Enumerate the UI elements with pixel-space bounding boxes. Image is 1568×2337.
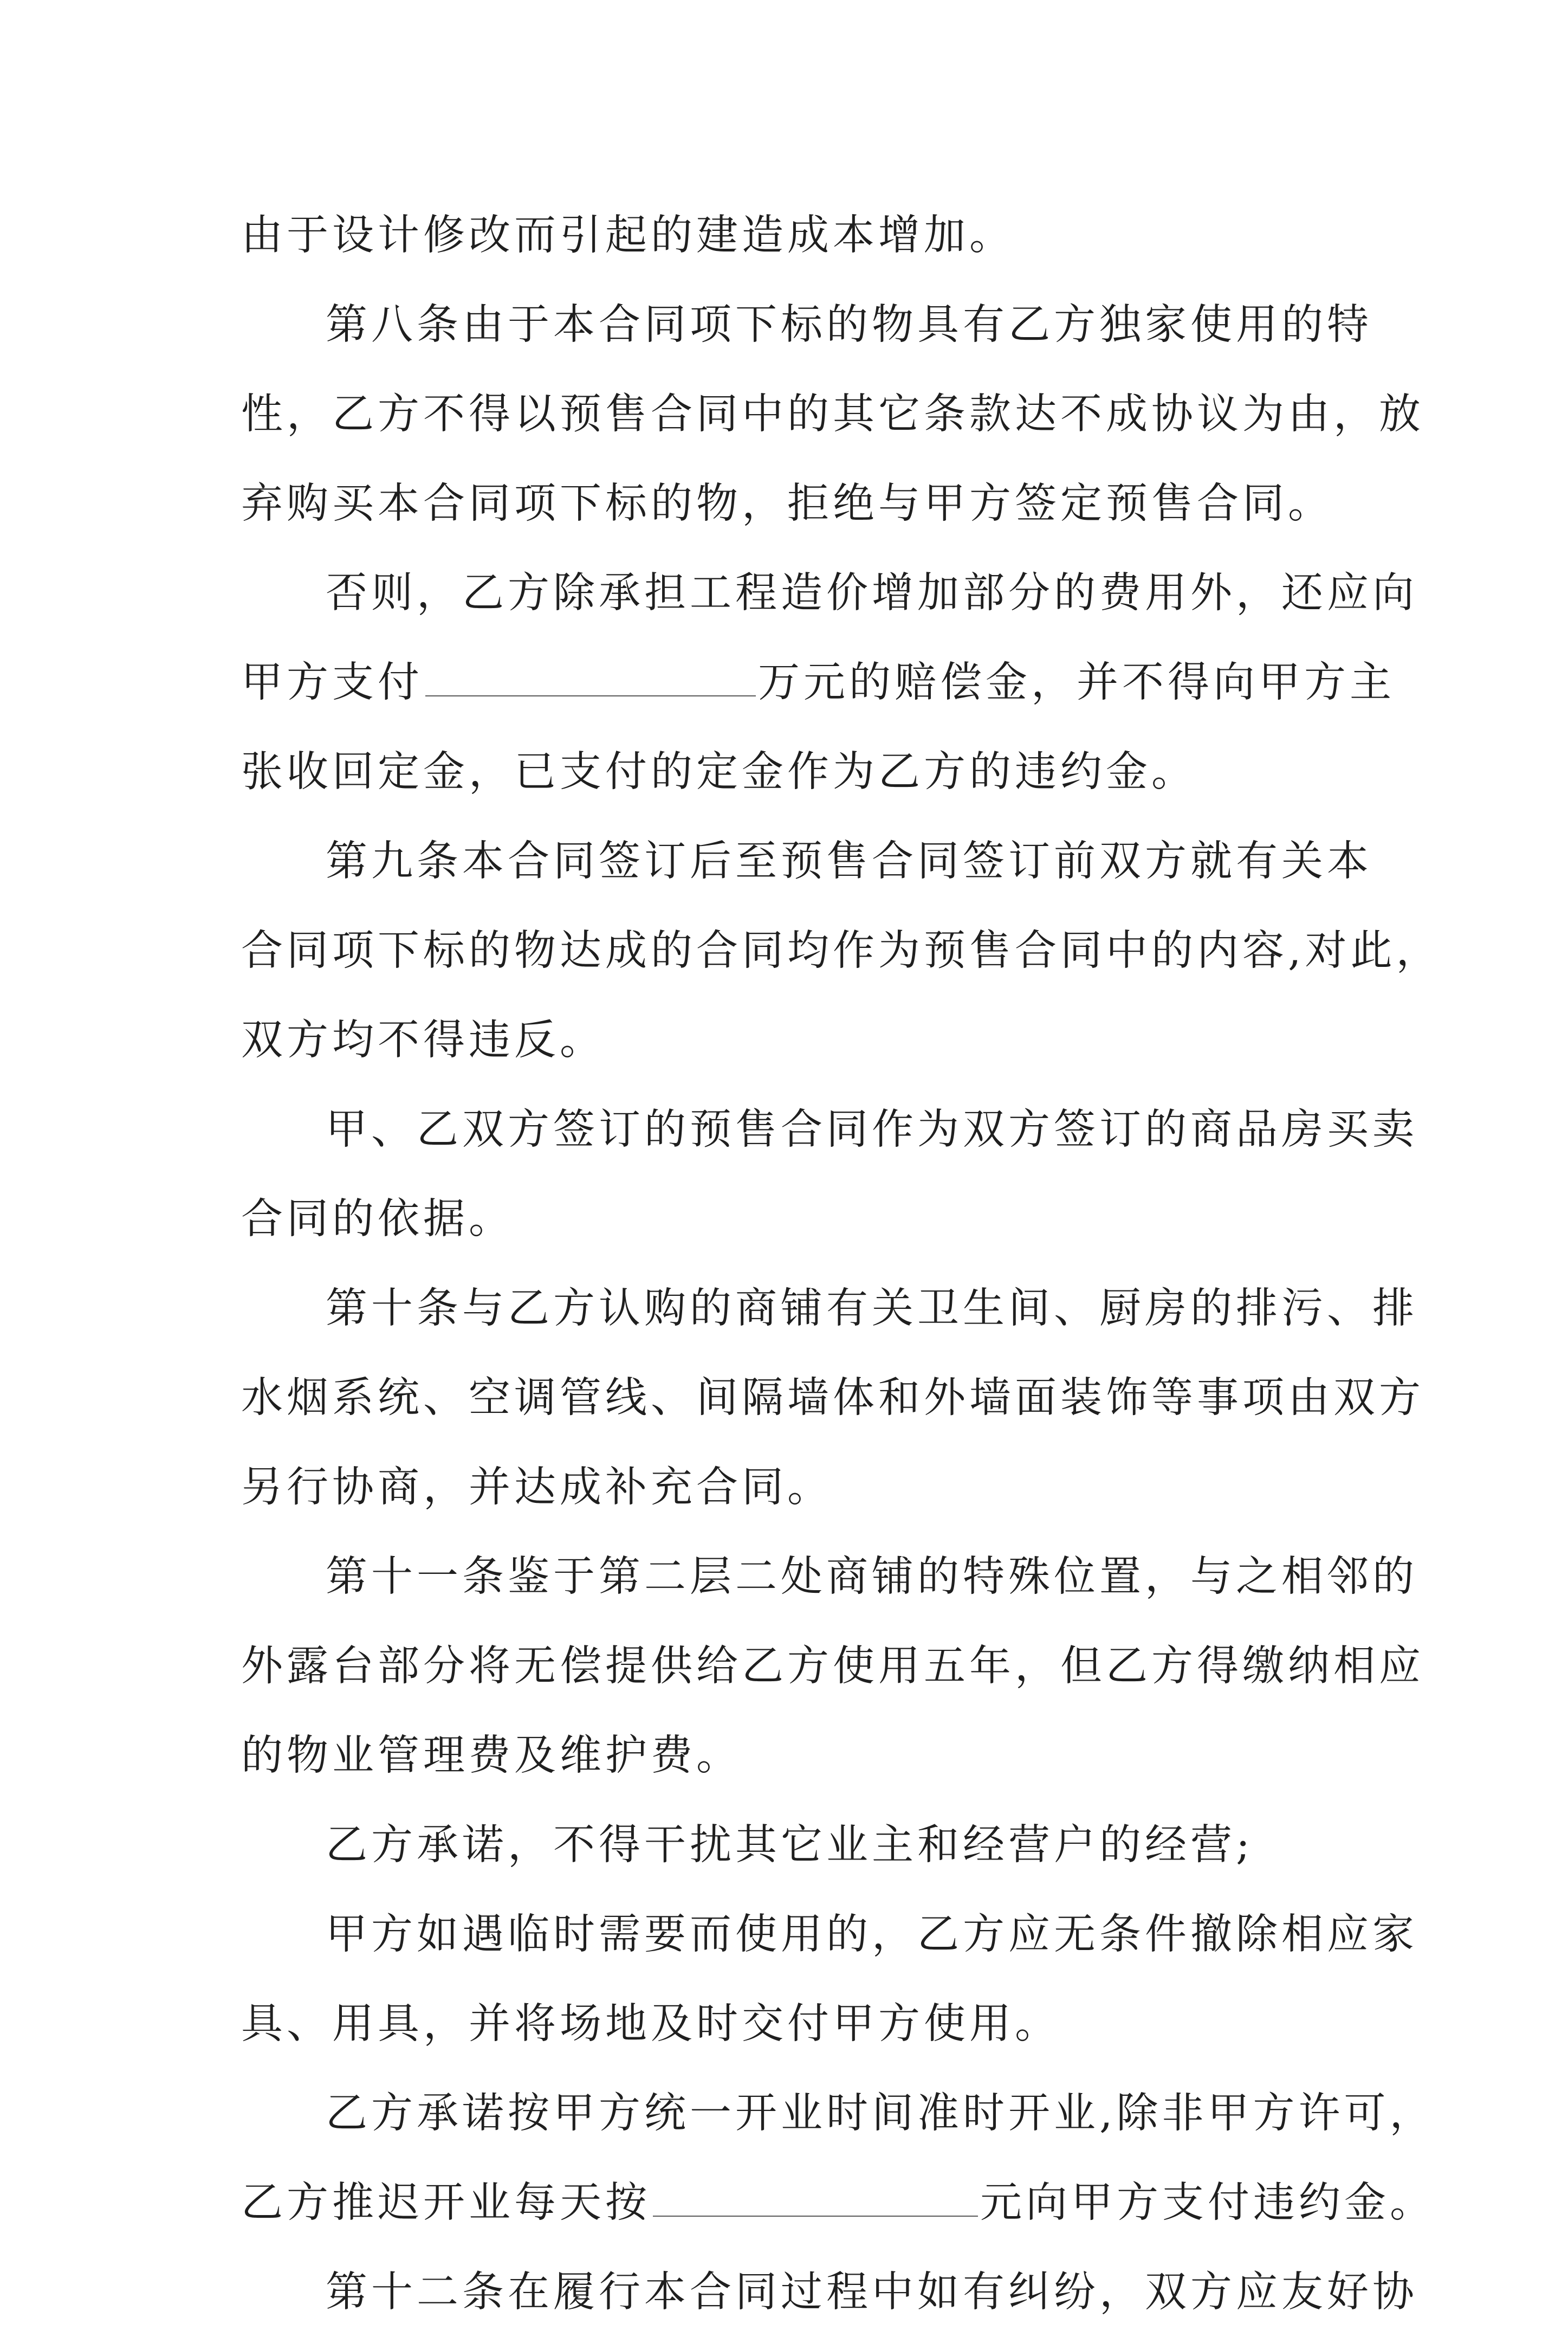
text-line: 外露台部分将无偿提供给乙方使用五年，但乙方得缴纳相应 bbox=[241, 1642, 1424, 1690]
text-line: 的物业管理费及维护费。 bbox=[241, 1732, 742, 1780]
text-line: 甲方如遇临时需要而使用的，乙方应无条件撤除相应家 bbox=[326, 1910, 1418, 1959]
text-line: 具、用具，并将场地及时交付甲方使用。 bbox=[241, 2000, 1060, 2048]
text-line: 甲、乙双方签订的预售合同作为双方签订的商品房买卖 bbox=[326, 1106, 1418, 1154]
text-line: 张收回定金，已支付的定金作为乙方的违约金。 bbox=[241, 748, 1197, 796]
text-line-with-blank bbox=[241, 638, 1395, 727]
text-line: 双方均不得违反。 bbox=[241, 1016, 605, 1064]
text-line: 合同项下标的物达成的合同均作为预售合同中的内容,对此， bbox=[241, 927, 1442, 975]
fill-in-blank-amount[interactable] bbox=[425, 695, 756, 696]
fill-in-blank-daily-penalty[interactable] bbox=[653, 2215, 978, 2217]
text-line: 第十条与乙方认购的商铺有关卫生间、厨房的排污、排 bbox=[326, 1284, 1418, 1333]
text-line: 第八条由于本合同项下标的物具有乙方独家使用的特 bbox=[326, 301, 1372, 349]
text-line: 弃购买本合同项下标的物，拒绝与甲方签定预售合同。 bbox=[241, 480, 1333, 528]
text-line: 另行协商，并达成补充合同。 bbox=[241, 1463, 833, 1512]
text-line: 合同的依据。 bbox=[241, 1195, 514, 1243]
text-line: 第十一条鉴于第二层二处商铺的特殊位置，与之相邻的 bbox=[326, 1553, 1418, 1601]
text-segment: 乙方推迟开业每天按 bbox=[241, 2179, 651, 2227]
text-segment: 万元的赔偿金，并不得向甲方主 bbox=[758, 659, 1395, 707]
text-line: 水烟系统、空调管线、间隔墙体和外墙面装饰等事项由双方 bbox=[241, 1374, 1424, 1422]
text-line: 乙方承诺按甲方统一开业时间准时开业,除非甲方许可， bbox=[326, 2089, 1435, 2138]
text-line: 第九条本合同签订后至预售合同签订前双方就有关本 bbox=[326, 837, 1372, 886]
text-segment: 元向甲方支付违约金。 bbox=[980, 2179, 1435, 2227]
text-line: 由于设计修改而引起的建造成本增加。 bbox=[241, 211, 1015, 260]
document-body bbox=[241, 191, 1442, 2337]
text-line: 第十二条在履行本合同过程中如有纠纷，双方应友好协 bbox=[326, 2268, 1418, 2316]
text-segment: 甲方支付 bbox=[241, 659, 423, 707]
text-line: 乙方承诺，不得干扰其它业主和经营户的经营; bbox=[326, 1821, 1254, 1869]
text-line: 否则，乙方除承担工程造价增加部分的费用外，还应向 bbox=[326, 569, 1418, 617]
text-line-with-blank bbox=[241, 2158, 1435, 2248]
text-line: 性，乙方不得以预售合同中的其它条款达不成协议为由，放 bbox=[241, 390, 1424, 438]
